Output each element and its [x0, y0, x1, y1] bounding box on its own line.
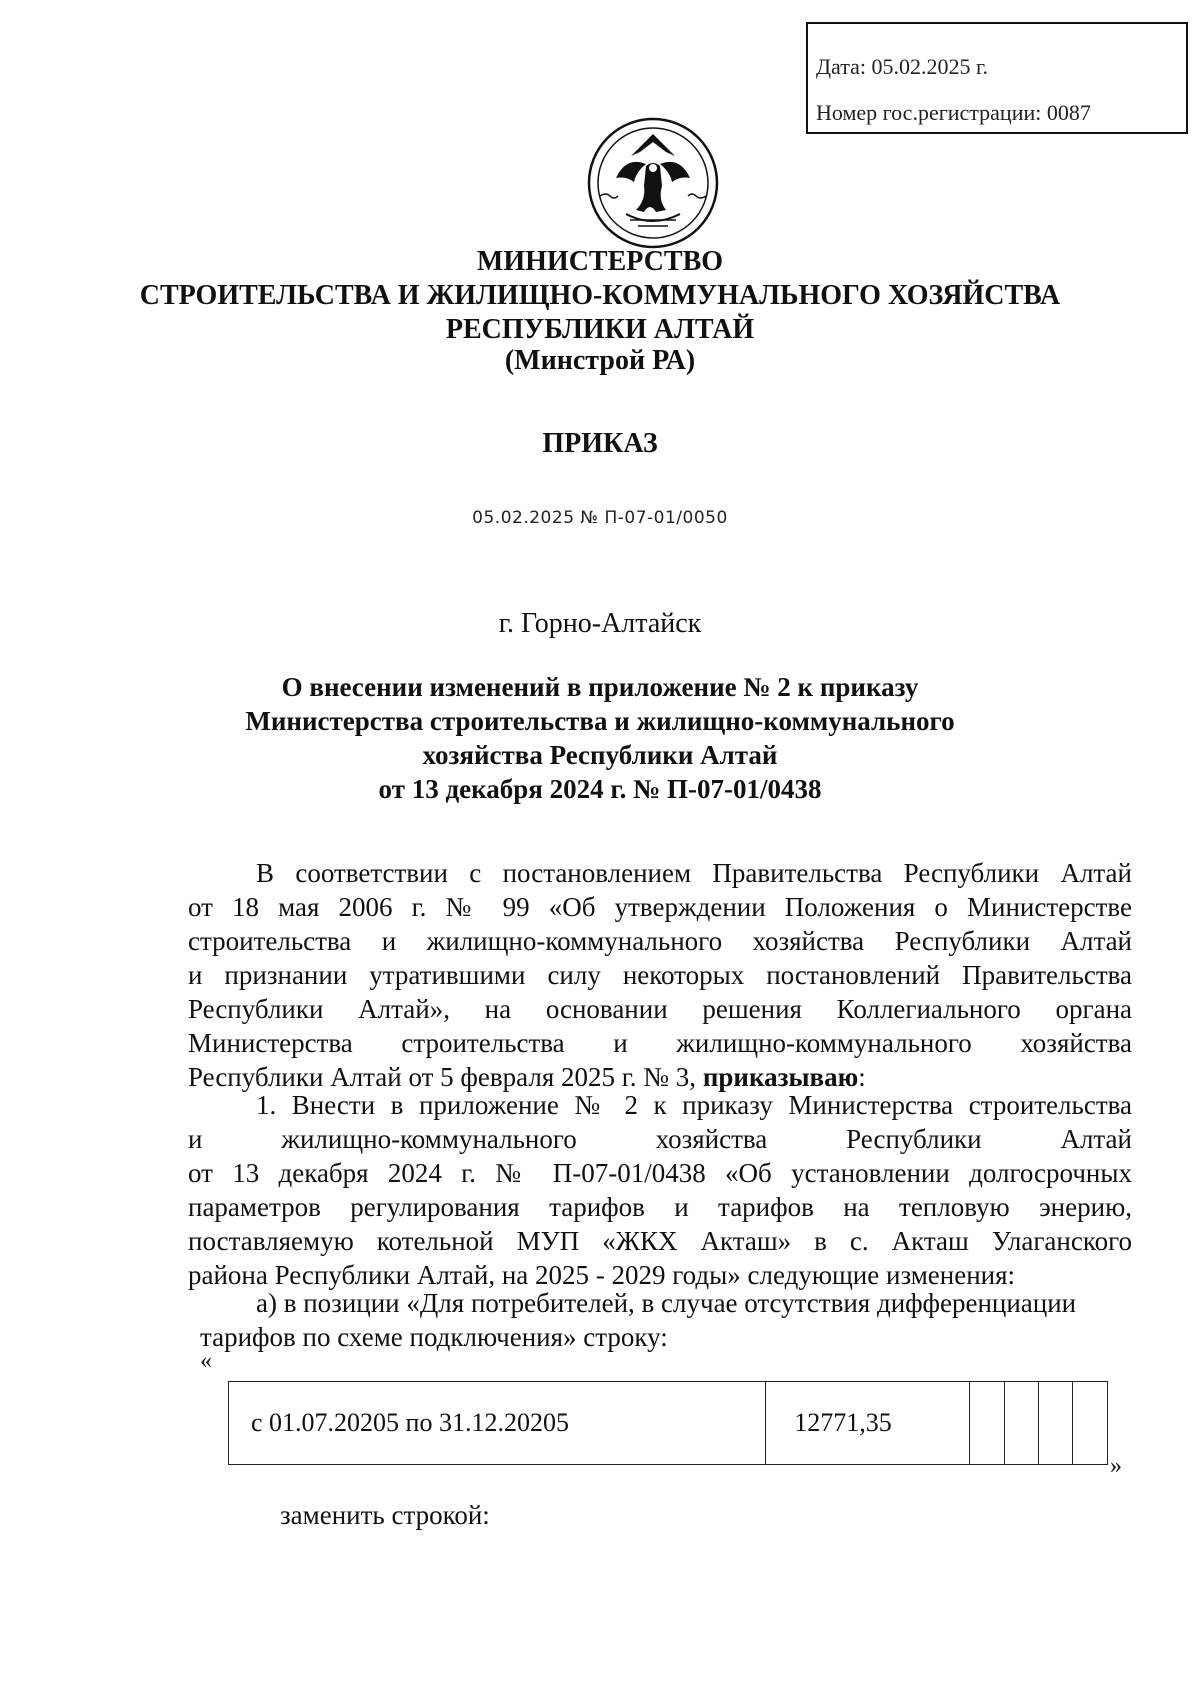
document-type: ПРИКАЗ	[542, 428, 658, 459]
preamble-last-text: Республики Алтай от 5 февраля 2025 г. № 3,	[188, 1062, 703, 1092]
preamble-line: Республики Алтай», на основании решения Коллегиального органа	[188, 994, 1132, 1024]
subject-line-4: от 13 декабря 2024 г. № П-07-01/0438	[378, 774, 822, 804]
ministry-line-3: РЕСПУБЛИКИ АЛТАЙ	[445, 314, 755, 345]
item-1-line: и жилищно-коммунального хозяйства Республики Алтай	[188, 1124, 1132, 1154]
registration-date: Дата: 05.02.2025 г.	[816, 54, 989, 79]
preamble-line: Министерства строительства и жилищно-коммунального хозяйства	[188, 1028, 1132, 1058]
table-row	[229, 1382, 1108, 1465]
empty-cell	[1073, 1382, 1108, 1465]
subject-line-3: хозяйства Республики Алтай	[422, 740, 778, 770]
order-verb: приказываю	[702, 1062, 859, 1092]
preamble-line: строительства и жилищно-коммунального хозяйства Республики Алтай	[188, 926, 1132, 956]
item-1-line: района Республики Алтай, на 2025 - 2029 годы» следующие изменения:	[188, 1260, 1016, 1290]
registration-box	[806, 22, 1188, 134]
ministry-line-2: СТРОИТЕЛЬСТВА И ЖИЛИЩНО-КОММУНАЛЬНОГО ХОЗЯЙСТВА	[139, 280, 1061, 311]
empty-cell	[1038, 1382, 1072, 1465]
paragraph-preamble	[188, 856, 1132, 1094]
tariff-table	[228, 1381, 1108, 1465]
empty-cell	[1004, 1382, 1038, 1465]
item-1-line: параметров регулирования тарифов и тарифов на тепловую энерию,	[188, 1192, 1132, 1222]
tariff-value-cell: 12771,35	[766, 1382, 970, 1465]
preamble-line: В соответствии с постановлением Правительства Республики Алтай	[256, 858, 1132, 888]
registration-number: Номер гос.регистрации: 0087	[816, 100, 1091, 125]
replace-with-label: заменить строкой:	[280, 1500, 490, 1530]
item-1-line: 1. Внести в приложение № 2 к приказу Министерства строительства	[256, 1090, 1132, 1120]
ministry-name	[0, 245, 1200, 347]
empty-cell	[970, 1382, 1004, 1465]
item-1-line: поставляемую котельной МУП «ЖКХ Акташ» в с. Акташ Улаганского	[188, 1226, 1132, 1256]
coat-of-arms-emblem	[586, 116, 720, 250]
order-subject	[0, 670, 1200, 806]
order-number: 05.02.2025 № П-07-01/0050	[472, 508, 728, 528]
city: г. Горно-Алтайск	[498, 608, 702, 639]
closing-quote: »	[1110, 1453, 1122, 1479]
ministry-line-1: МИНИСТЕРСТВО	[476, 246, 724, 277]
subject-line-1: О внесении изменений в приложение № 2 к приказу	[281, 672, 919, 702]
item-1-line: от 13 декабря 2024 г. № П-07-01/0438 «Об установлении долгосрочных	[188, 1158, 1132, 1188]
tariff-period-cell: с 01.07.20205 по 31.12.20205	[229, 1382, 766, 1465]
subject-line-2: Министерства строительства и жилищно-коммунального	[245, 706, 955, 736]
preamble-line: и признании утратившими силу некоторых постановлений Правительства	[188, 960, 1132, 990]
subitem-a-line-1: а) в позиции «Для потребителей, в случае отсутствия дифференциации	[256, 1288, 1077, 1318]
paragraph-item-1	[188, 1088, 1132, 1292]
preamble-line: от 18 мая 2006 г. № 99 «Об утверждении Положения о Министерстве	[188, 892, 1132, 922]
subitem-a-line-2: тарифов по схеме подключения» строку:	[200, 1322, 668, 1352]
ministry-short-name: (Минстрой РА)	[504, 345, 696, 376]
preamble-colon: :	[858, 1062, 866, 1092]
opening-quote: «	[200, 1348, 212, 1374]
